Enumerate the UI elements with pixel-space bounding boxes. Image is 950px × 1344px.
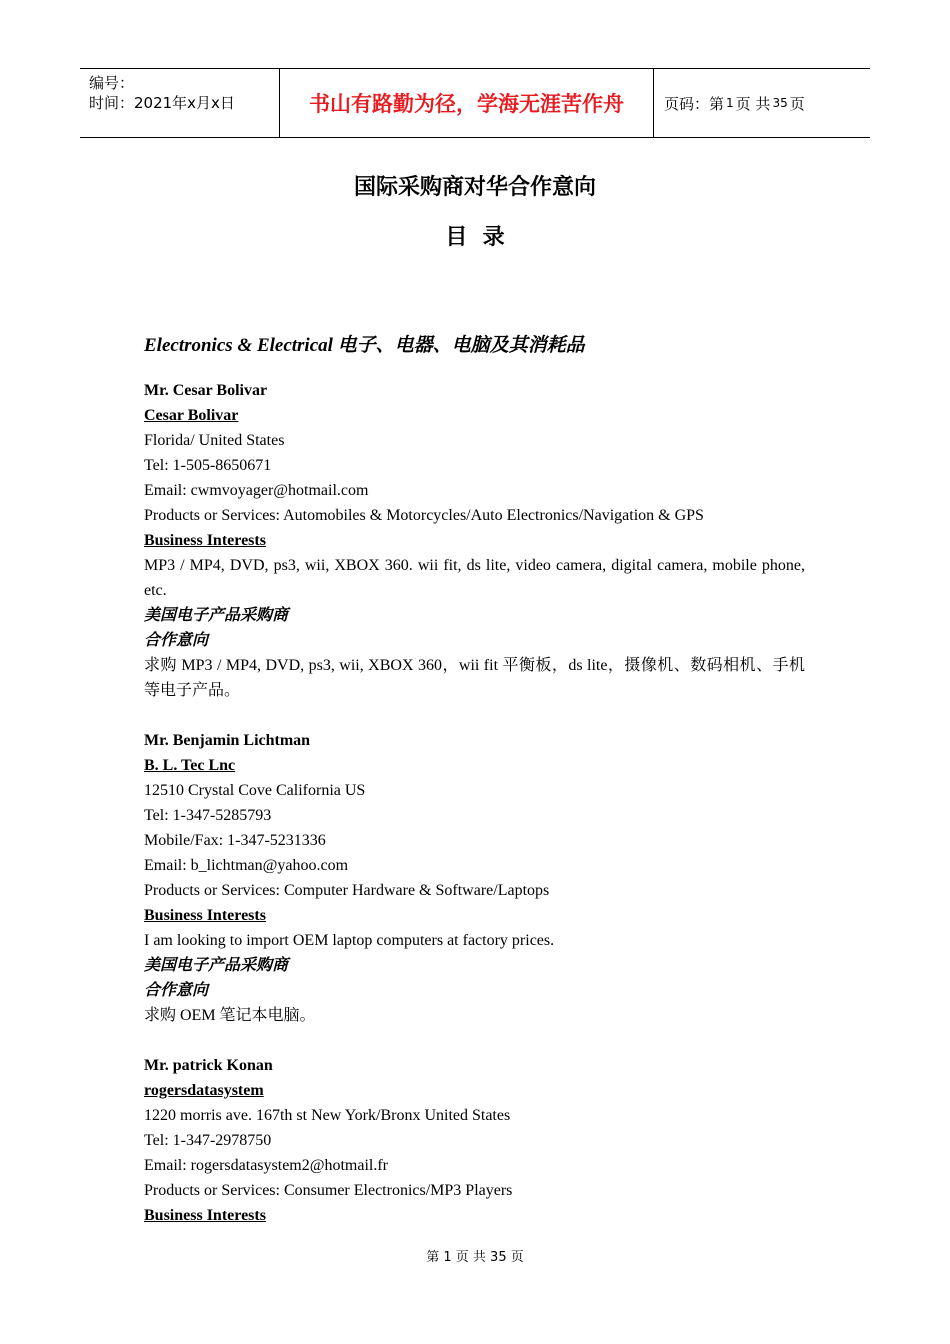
buyer-email: Email: rogersdatasystem2@hotmail.fr xyxy=(144,1157,389,1174)
page-header xyxy=(80,68,870,138)
page-subtitle: 目 录 xyxy=(445,225,505,250)
buyer-cn: 美国电子产品采购商 xyxy=(144,957,289,974)
buyer-address: Florida/ United States xyxy=(144,432,285,449)
company-name: rogersdatasystem xyxy=(144,1082,264,1099)
company-name: B. L. Tec Lnc xyxy=(144,757,236,774)
interests-text: MP3 / MP4, DVD, ps3, wii, XBOX 360. wii fit, ds lite, video camera, digital camera, mobile phone, etc. xyxy=(144,557,805,599)
buyer-entry xyxy=(144,1053,805,1228)
intent-text: 求购 OEM 笔记本电脑。 xyxy=(144,1007,316,1024)
buyer-email: Email: b_lichtman@yahoo.com xyxy=(144,857,349,874)
interests-text: I am looking to import OEM laptop computers at factory prices. xyxy=(144,932,555,949)
header-motto: 书山有路勤为径，学海无涯苦作舟 xyxy=(280,69,654,137)
intent-label: 合作意向 xyxy=(144,982,209,999)
number-label: 编号： xyxy=(89,74,135,92)
page-suffix: 页 xyxy=(789,94,805,113)
buyer-entry xyxy=(144,378,805,703)
company-name: Cesar Bolivar xyxy=(144,407,239,424)
header-page-info xyxy=(654,69,870,137)
buyer-address: 1220 morris ave. 167th st New York/Bronx United States xyxy=(144,1107,511,1124)
buyer-name: Mr. patrick Konan xyxy=(144,1057,273,1074)
buyer-name: Mr. Benjamin Lichtman xyxy=(144,732,311,749)
buyer-email: Email: cwmvoyager@hotmail.com xyxy=(144,482,369,499)
section-title: Electronics & Electrical 电子、电器、电脑及其消耗品 xyxy=(144,335,585,356)
buyer-name: Mr. Cesar Bolivar xyxy=(144,382,268,399)
interests-label: Business Interests xyxy=(144,907,266,924)
buyer-tel: Tel: 1-505-8650671 xyxy=(144,457,272,474)
interests-label: Business Interests xyxy=(144,532,266,549)
page-footer: 第 1 页 共 35 页 xyxy=(426,1250,524,1265)
intent-label: 合作意向 xyxy=(144,632,209,649)
page-current: 1 xyxy=(726,96,734,110)
page-total: 35 xyxy=(772,96,788,110)
buyer-products: Products or Services: Consumer Electronics/MP3 Players xyxy=(144,1182,513,1199)
date-label: 时间：2021年x月x日 xyxy=(89,94,235,112)
buyer-address: 12510 Crystal Cove California US xyxy=(144,782,366,799)
buyer-products: Products or Services: Computer Hardware & Software/Laptops xyxy=(144,882,550,899)
buyer-tel: Tel: 1-347-5285793 xyxy=(144,807,272,824)
buyer-products: Products or Services: Automobiles & Motorcycles/Auto Electronics/Navigation & GPS xyxy=(144,507,704,524)
page-prefix: 页码：第 xyxy=(664,94,725,113)
page-mid: 页 共 xyxy=(735,94,771,113)
buyer-mobile-fax: Mobile/Fax: 1-347-5231336 xyxy=(144,832,326,849)
buyer-cn: 美国电子产品采购商 xyxy=(144,607,289,624)
buyer-tel: Tel: 1-347-2978750 xyxy=(144,1132,272,1149)
header-meta xyxy=(80,69,280,137)
buyer-entry xyxy=(144,728,805,1028)
page-title: 国际采购商对华合作意向 xyxy=(353,175,596,200)
document-body xyxy=(144,330,805,1228)
interests-label: Business Interests xyxy=(144,1207,266,1224)
intent-text: 求购 MP3 / MP4, DVD, ps3, wii, XBOX 360，wii fit 平衡板，ds lite，摄像机、数码相机、手机等电子产品。 xyxy=(144,657,805,699)
